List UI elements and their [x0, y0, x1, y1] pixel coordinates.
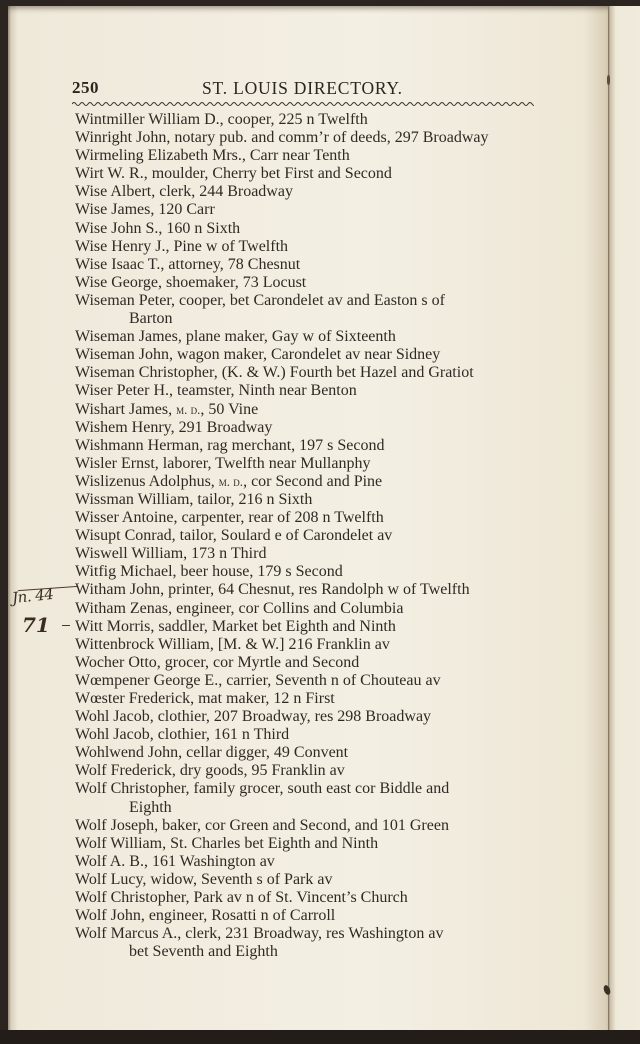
- handwritten-dash: [62, 625, 70, 626]
- directory-entry: Wolf Frederick, dry goods, 95 Franklin av: [75, 762, 345, 780]
- directory-entry: Wishmann Herman, rag merchant, 197 s Second: [75, 436, 385, 454]
- degree-abbrev: m. d.: [176, 401, 201, 417]
- directory-entry: Witfig Michael, beer house, 179 s Second: [75, 563, 343, 581]
- directory-entry: Winright John, notary pub. and comm’r of deeds, 297 Broadway: [75, 129, 489, 147]
- directory-entries: [75, 111, 555, 961]
- directory-entry: Wise Henry J., Pine w of Twelfth: [75, 237, 289, 255]
- directory-entry: Wittenbrock William, [M. & W.] 216 Franklin av: [75, 635, 390, 653]
- directory-entry: Wiseman Peter, cooper, bet Carondelet av and Easton s of: [75, 291, 445, 309]
- directory-entry: Wise Albert, clerk, 244 Broadway: [75, 183, 293, 201]
- directory-entry: Wolf Christopher, family grocer, south east cor Biddle and: [75, 780, 450, 798]
- scan-background: [0, 1030, 640, 1044]
- directory-entry: Wishem Henry, 291 Broadway: [75, 418, 273, 436]
- directory-entry: Wohl Jacob, clothier, 161 n Third: [75, 726, 290, 744]
- directory-entry: Wolf Christopher, Park av n of St. Vincent’s Church: [75, 889, 408, 907]
- directory-entry: Wiseman James, plane maker, Gay w of Sixteenth: [75, 328, 396, 346]
- directory-entry: Wolf Lucy, widow, Seventh s of Park av: [75, 870, 333, 888]
- directory-entry: Wishart James, m. d., 50 Vine: [75, 400, 259, 418]
- directory-entry: Wiser Peter H., teamster, Ninth near Benton: [75, 382, 357, 400]
- directory-entry: Wolf William, St. Charles bet Eighth and Ninth: [75, 834, 379, 852]
- directory-entry: Wohl Jacob, clothier, 207 Broadway, res 298 Broadway: [75, 708, 432, 726]
- directory-entry: Wiswell William, 173 n Third: [75, 545, 267, 563]
- directory-entry: Wise Isaac T., attorney, 78 Chesnut: [75, 255, 301, 273]
- directory-entry: Witham John, printer, 64 Chesnut, res Randolph w of Twelfth: [75, 581, 470, 599]
- directory-entry: Wislizenus Adolphus, m. d., cor Second and Pine: [75, 472, 383, 490]
- directory-entry: Wirt W. R., moulder, Cherry bet First and Second: [75, 165, 392, 183]
- directory-entry-continuation: bet Seventh and Eighth: [129, 943, 278, 961]
- page-number: 250: [72, 78, 99, 97]
- directory-entry: Wolf A. B., 161 Washington av: [75, 852, 275, 870]
- handwritten-note: Jn. 44: [11, 584, 55, 608]
- directory-entry: Wœster Frederick, mat maker, 12 n First: [75, 690, 335, 707]
- directory-entry: Wintmiller William D., cooper, 225 n Twelfth: [75, 111, 368, 128]
- directory-entry: Wisupt Conrad, tailor, Soulard e of Carondelet av: [75, 527, 393, 545]
- directory-entry: Wolf Joseph, baker, cor Green and Second, and 101 Green: [75, 816, 449, 834]
- directory-entry: Wolf John, engineer, Rosatti n of Carroll: [75, 907, 336, 925]
- directory-entry: Wiseman John, wagon maker, Carondelet av near Sidney: [75, 346, 441, 364]
- directory-entry-continuation: Barton: [129, 310, 173, 328]
- directory-entry: Wirmeling Elizabeth Mrs., Carr near Tenth: [75, 147, 350, 165]
- wavy-rule: [72, 100, 534, 108]
- directory-entry: Wœmpener George E., carrier, Seventh n of Chouteau av: [75, 671, 441, 689]
- directory-entry: Wolf Marcus A., clerk, 231 Broadway, res Washington av: [75, 925, 444, 943]
- page-header: [72, 78, 542, 100]
- ink-blot: [607, 75, 610, 85]
- degree-abbrev: m. d.: [218, 473, 244, 489]
- directory-entry: Witt Morris, saddler, Market bet Eighth and Ninth: [75, 617, 396, 635]
- directory-entry: Wise James, 120 Carr: [75, 201, 215, 219]
- handwritten-number: 71: [22, 613, 50, 637]
- facing-page-edge: [608, 6, 640, 1030]
- running-title: ST. LOUIS DIRECTORY.: [202, 78, 403, 98]
- directory-entry: Wissman William, tailor, 216 n Sixth: [75, 490, 313, 508]
- directory-entry: Witham Zenas, engineer, cor Collins and Columbia: [75, 599, 404, 617]
- directory-entry-continuation: Eighth: [129, 798, 172, 816]
- directory-entry: Wohlwend John, cellar digger, 49 Convent: [75, 744, 349, 762]
- directory-entry: Wise George, shoemaker, 73 Locust: [75, 273, 307, 291]
- directory-entry: Wisser Antoine, carpenter, rear of 208 n Twelfth: [75, 509, 384, 527]
- directory-entry: Wiseman Christopher, (K. & W.) Fourth bet Hazel and Gratiot: [75, 364, 474, 382]
- directory-entry: Wisler Ernst, laborer, Twelfth near Mullanphy: [75, 454, 371, 472]
- directory-entry: Wocher Otto, grocer, cor Myrtle and Second: [75, 653, 360, 671]
- directory-entry: Wise John S., 160 n Sixth: [75, 219, 241, 237]
